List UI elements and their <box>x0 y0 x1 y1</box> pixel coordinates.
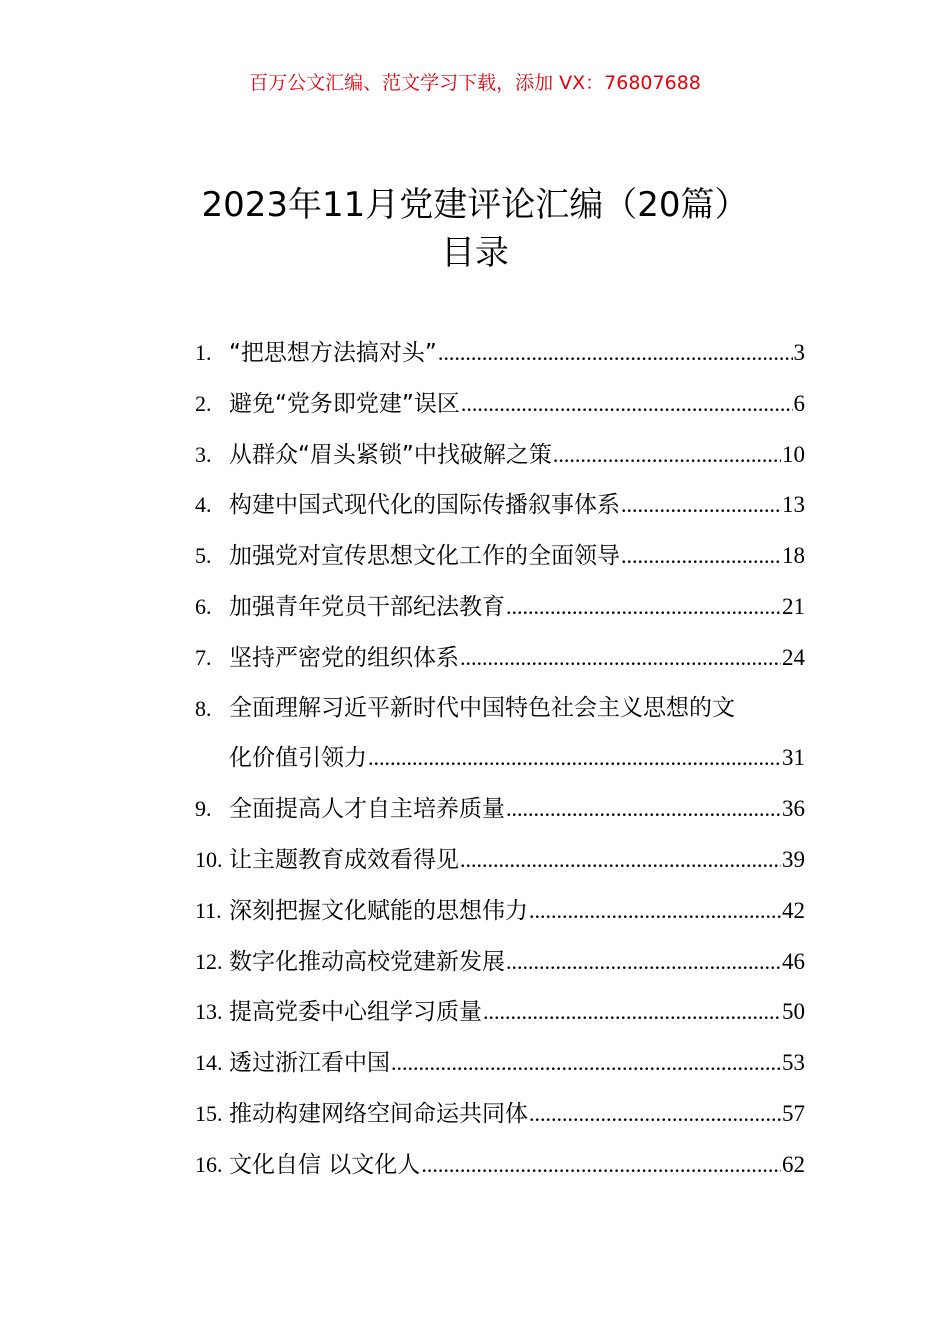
toc-leader-dots <box>438 328 793 378</box>
toc-item-page: 39 <box>782 846 805 872</box>
toc-item-11[interactable] <box>195 886 805 937</box>
toc-item-page: 36 <box>782 796 805 822</box>
toc-item-number: 12. <box>195 948 223 974</box>
toc-item-12[interactable] <box>195 937 805 988</box>
toc-leader-dots <box>461 379 793 429</box>
toc-item-number: 4. <box>195 492 212 518</box>
toc-item-9[interactable] <box>195 784 805 835</box>
toc-item-page: 42 <box>782 897 805 923</box>
toc-leader-dots <box>506 784 781 834</box>
toc-item-16[interactable] <box>195 1140 805 1191</box>
toc-item-number: 16. <box>195 1151 223 1177</box>
toc-item-number: 2. <box>195 390 212 416</box>
toc-item-title: 从群众“眉头紧锁”中找破解之策 <box>229 441 552 468</box>
table-of-contents <box>195 328 805 1191</box>
toc-item-number: 6. <box>195 593 212 619</box>
toc-item-number: 5. <box>195 543 212 569</box>
toc-item-page: 62 <box>782 1151 805 1177</box>
toc-item-page: 10 <box>782 441 805 467</box>
toc-item-title: 避免“党务即党建”误区 <box>229 390 460 417</box>
toc-item-page: 53 <box>782 1050 805 1076</box>
toc-item-title: “把思想方法搞对头” <box>229 340 437 366</box>
toc-item-page: 31 <box>782 745 805 771</box>
toc-leader-dots <box>460 633 781 683</box>
toc-leader-dots <box>483 987 781 1037</box>
toc-leader-dots <box>460 835 781 885</box>
toc-leader-dots <box>529 1089 781 1139</box>
toc-item-8[interactable] <box>195 684 805 785</box>
toc-item-title: 透过浙江看中国 <box>229 1050 390 1077</box>
toc-leader-dots <box>506 582 781 632</box>
toc-item-page: 6 <box>793 390 805 416</box>
toc-item-number: 1. <box>195 340 212 365</box>
toc-heading: 目录 <box>441 233 509 273</box>
toc-item-page: 24 <box>782 644 805 670</box>
toc-item-title: 推动构建网络空间命运共同体 <box>229 1100 528 1127</box>
toc-item-title: 提高党委中心组学习质量 <box>229 999 482 1026</box>
toc-item-title: 加强青年党员干部纪法教育 <box>229 593 505 620</box>
toc-leader-dots <box>553 430 781 480</box>
toc-item-10[interactable] <box>195 835 805 886</box>
toc-item-number: 3. <box>195 441 212 467</box>
toc-item-1[interactable] <box>195 328 805 379</box>
toc-item-number: 15. <box>195 1100 223 1126</box>
toc-item-2[interactable] <box>195 379 805 430</box>
toc-item-title-line2: 化价值引领力 <box>229 745 367 772</box>
toc-item-page: 21 <box>782 593 805 619</box>
toc-item-6[interactable] <box>195 582 805 633</box>
toc-item-title: 坚持严密党的组织体系 <box>229 644 459 671</box>
toc-item-number: 9. <box>195 796 212 822</box>
toc-item-page: 13 <box>782 492 805 518</box>
toc-item-15[interactable] <box>195 1089 805 1140</box>
toc-item-title: 数字化推动高校党建新发展 <box>229 948 505 975</box>
toc-item-page: 3 <box>793 340 805 365</box>
toc-item-number: 7. <box>195 644 212 670</box>
toc-item-number: 11. <box>195 897 222 923</box>
toc-leader-dots <box>529 886 781 936</box>
toc-item-4[interactable] <box>195 480 805 531</box>
toc-leader-dots <box>621 531 781 581</box>
toc-item-title: 深刻把握文化赋能的思想伟力 <box>229 897 528 924</box>
toc-item-3[interactable] <box>195 430 805 481</box>
toc-item-number: 14. <box>195 1050 223 1076</box>
toc-item-page: 50 <box>782 999 805 1025</box>
toc-item-number: 10. <box>195 846 223 872</box>
toc-item-title: 让主题教育成效看得见 <box>229 846 459 873</box>
toc-leader-dots <box>368 733 781 783</box>
toc-item-page: 46 <box>782 948 805 974</box>
toc-item-5[interactable] <box>195 531 805 582</box>
toc-item-title: 加强党对宣传思想文化工作的全面领导 <box>229 543 620 570</box>
toc-leader-dots <box>421 1140 781 1190</box>
toc-item-title-line1: 全面理解习近平新时代中国特色社会主义思想的文 <box>229 694 735 721</box>
document-title: 2023年11月党建评论汇编（20篇） <box>201 185 749 225</box>
header-watermark-text: 百万公文汇编、范文学习下载，添加 VX：76807688 <box>249 72 701 94</box>
toc-item-14[interactable] <box>195 1038 805 1089</box>
toc-leader-dots <box>506 937 781 987</box>
toc-item-page: 18 <box>782 543 805 569</box>
toc-item-13[interactable] <box>195 987 805 1038</box>
toc-item-page: 57 <box>782 1100 805 1126</box>
toc-leader-dots <box>391 1038 781 1088</box>
toc-item-number: 8. <box>195 695 212 721</box>
toc-item-7[interactable] <box>195 633 805 684</box>
toc-item-title: 文化自信 以文化人 <box>229 1151 421 1178</box>
toc-item-title: 构建中国式现代化的国际传播叙事体系 <box>229 492 620 519</box>
toc-item-title: 全面提高人才自主培养质量 <box>229 796 505 823</box>
toc-item-number: 13. <box>195 999 223 1025</box>
toc-leader-dots <box>621 480 781 530</box>
